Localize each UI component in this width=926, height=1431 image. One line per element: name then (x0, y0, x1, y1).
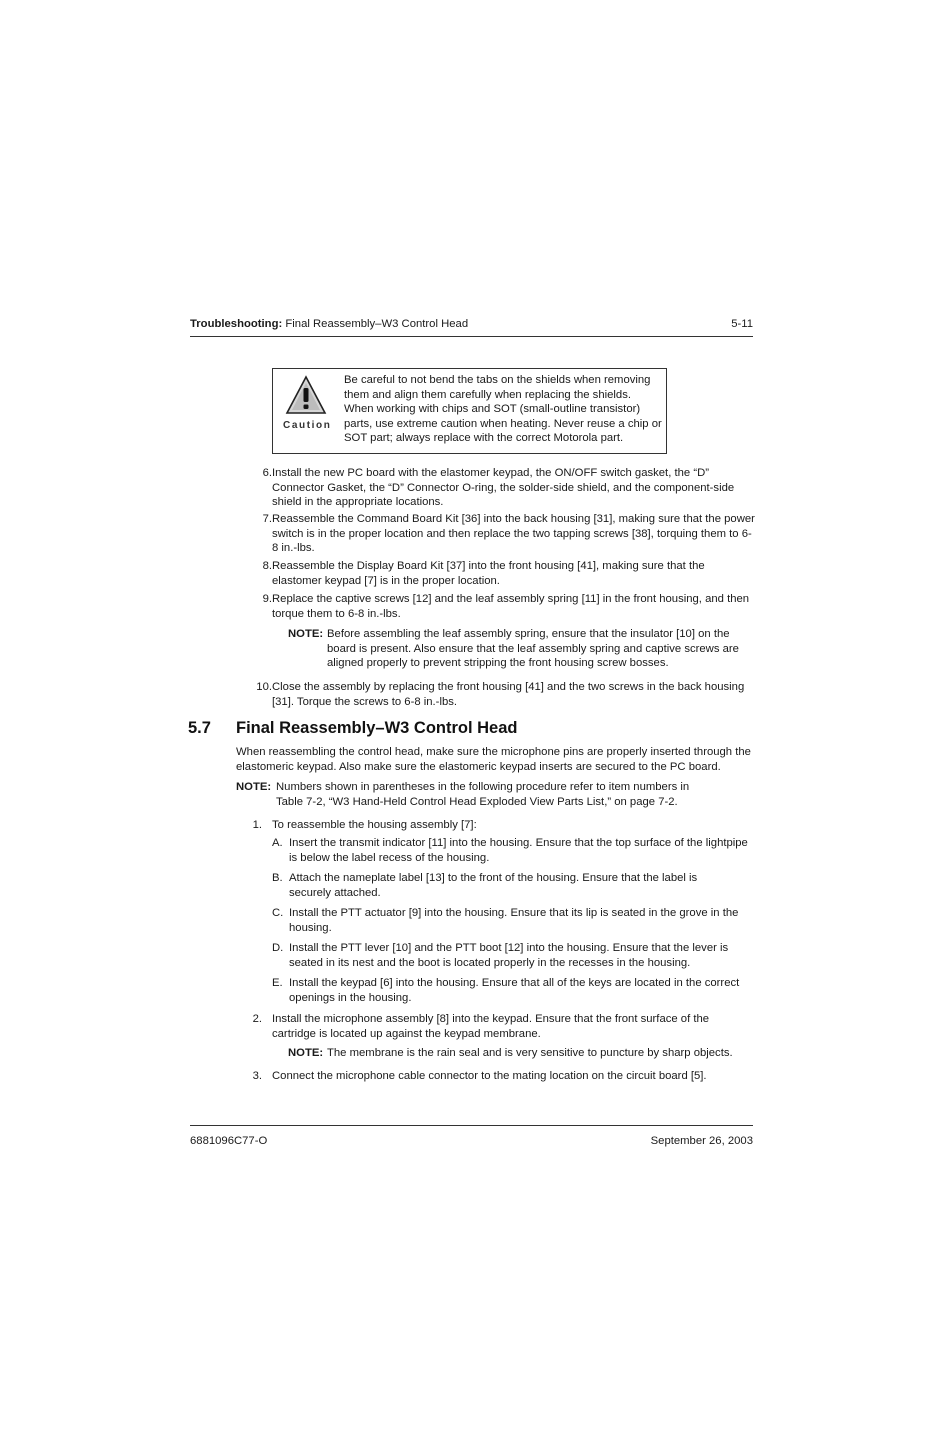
note-label: NOTE: (236, 781, 272, 793)
page-number: 5-11 (731, 318, 753, 330)
header-rule (190, 336, 753, 337)
note-text-line1: Numbers shown in parentheses in the following procedure refer to item numbers in (276, 781, 690, 793)
warning-triangle-icon (285, 375, 327, 415)
publication-date: September 26, 2003 (650, 1135, 753, 1147)
step-text: Install the microphone assembly [8] into the keypad. Ensure that the front surface of the cartridge is located up against the keypad membrane. (272, 1013, 710, 1040)
document-number: 6881096C77-O (190, 1135, 268, 1147)
step-number: 10. (256, 681, 272, 693)
step-number: 9. (262, 593, 272, 605)
caution-box (272, 368, 667, 454)
header-section-title: Final Reassembly–W3 Control Head (282, 318, 469, 330)
step-number: 7. (262, 513, 272, 525)
substep-text: Install the PTT actuator [9] into the housing. Ensure that its lip is seated in the grove in the housing. (289, 907, 739, 934)
table-reference-link[interactable]: Table 7-2, “W3 Hand-Held Control Head Exploded View Parts List,” on page 7-2. (276, 796, 678, 808)
step-text: To reassemble the housing assembly [7]: (272, 819, 477, 831)
substep-letter: C. (272, 907, 284, 919)
step-text: Install the new PC board with the elastomer keypad, the ON/OFF switch gasket, the “D” Connector Gasket, the “D” Connector O-ring, the solder-side shield, and the component-side shield in the appropriate locations. (272, 467, 735, 509)
substep-text: Install the keypad [6] into the housing. Ensure that all of the keys are located in the correct openings in the housing. (289, 977, 740, 1004)
substep-text: Install the PTT lever [10] and the PTT boot [12] into the housing. Ensure that the lever is seated in its nest and the boot is located properly in the recesses in the housing. (289, 942, 729, 969)
substep-letter: A. (272, 837, 283, 849)
step-text: Reassemble the Display Board Kit [37] into the front housing [41], making sure that the elastomer keypad [7] is in the proper location. (272, 560, 705, 587)
step-text: Close the assembly by replacing the front housing [41] and the two screws in the back housing [31]. Torque the screws to 6-8 in.-lbs. (272, 681, 745, 708)
step-number: 8. (262, 560, 272, 572)
header-section-bold: Troubleshooting: (190, 318, 283, 330)
substep-letter: B. (272, 872, 283, 884)
footer-rule (190, 1125, 753, 1126)
step-number: 2. (252, 1013, 262, 1025)
caution-label: Caution (283, 420, 332, 431)
section-number: 5.7 (188, 719, 211, 737)
substep-text: Insert the transmit indicator [11] into the housing. Ensure that the top surface of the lightpipe is below the label recess of the housing. (289, 837, 748, 864)
step-text: Replace the captive screws [12] and the leaf assembly spring [11] in the front housing, and then torque them to 6-8 in.-lbs. (272, 593, 750, 620)
note-text: The membrane is the rain seal and is very sensitive to puncture by sharp objects. (327, 1047, 733, 1059)
note-membrane (288, 1046, 754, 1061)
running-header (190, 317, 753, 332)
note-item-numbers (236, 780, 756, 808)
step-text: Reassemble the Command Board Kit [36] into the back housing [31], making sure that the power switch is in the proper location and then replace the two tapping screws [38], torquing them to 6-8 in.-lbs. (272, 513, 755, 555)
step-number: 6. (262, 467, 272, 479)
substep-letter: D. (272, 942, 284, 954)
note-label: NOTE: (288, 1047, 324, 1059)
note-text: Before assembling the leaf assembly spring, ensure that the insulator [10] on the board is present. Also ensure that the leaf assembly spring and captive screws are aligned properly to prevent stripping the front housing screw bosses. (327, 628, 739, 670)
section-title: Final Reassembly–W3 Control Head (236, 719, 518, 737)
section-intro: When reassembling the control head, make sure the microphone pins are properly inserted through the elastomeric keypad. Also make sure the elastomeric keypad inserts are secured to the PC board. (236, 746, 751, 773)
caution-text: Be careful to not bend the tabs on the shields when removing them and align them carefully when replacing the shields. When working with chips and SOT (small-outline transistor) parts, use extreme caution when heating. Never reuse a chip or SOT part; always replace with the correct Motorola part. (344, 374, 662, 445)
substep-letter: E. (272, 977, 283, 989)
step-text: Connect the microphone cable connector to the mating location on the circuit board [5]. (272, 1070, 707, 1082)
note-label: NOTE: (288, 628, 324, 640)
substep-text: Attach the nameplate label [13] to the front of the housing. Ensure that the label is securely attached. (289, 872, 698, 899)
step-number: 3. (252, 1070, 262, 1082)
step-number: 1. (252, 819, 262, 831)
